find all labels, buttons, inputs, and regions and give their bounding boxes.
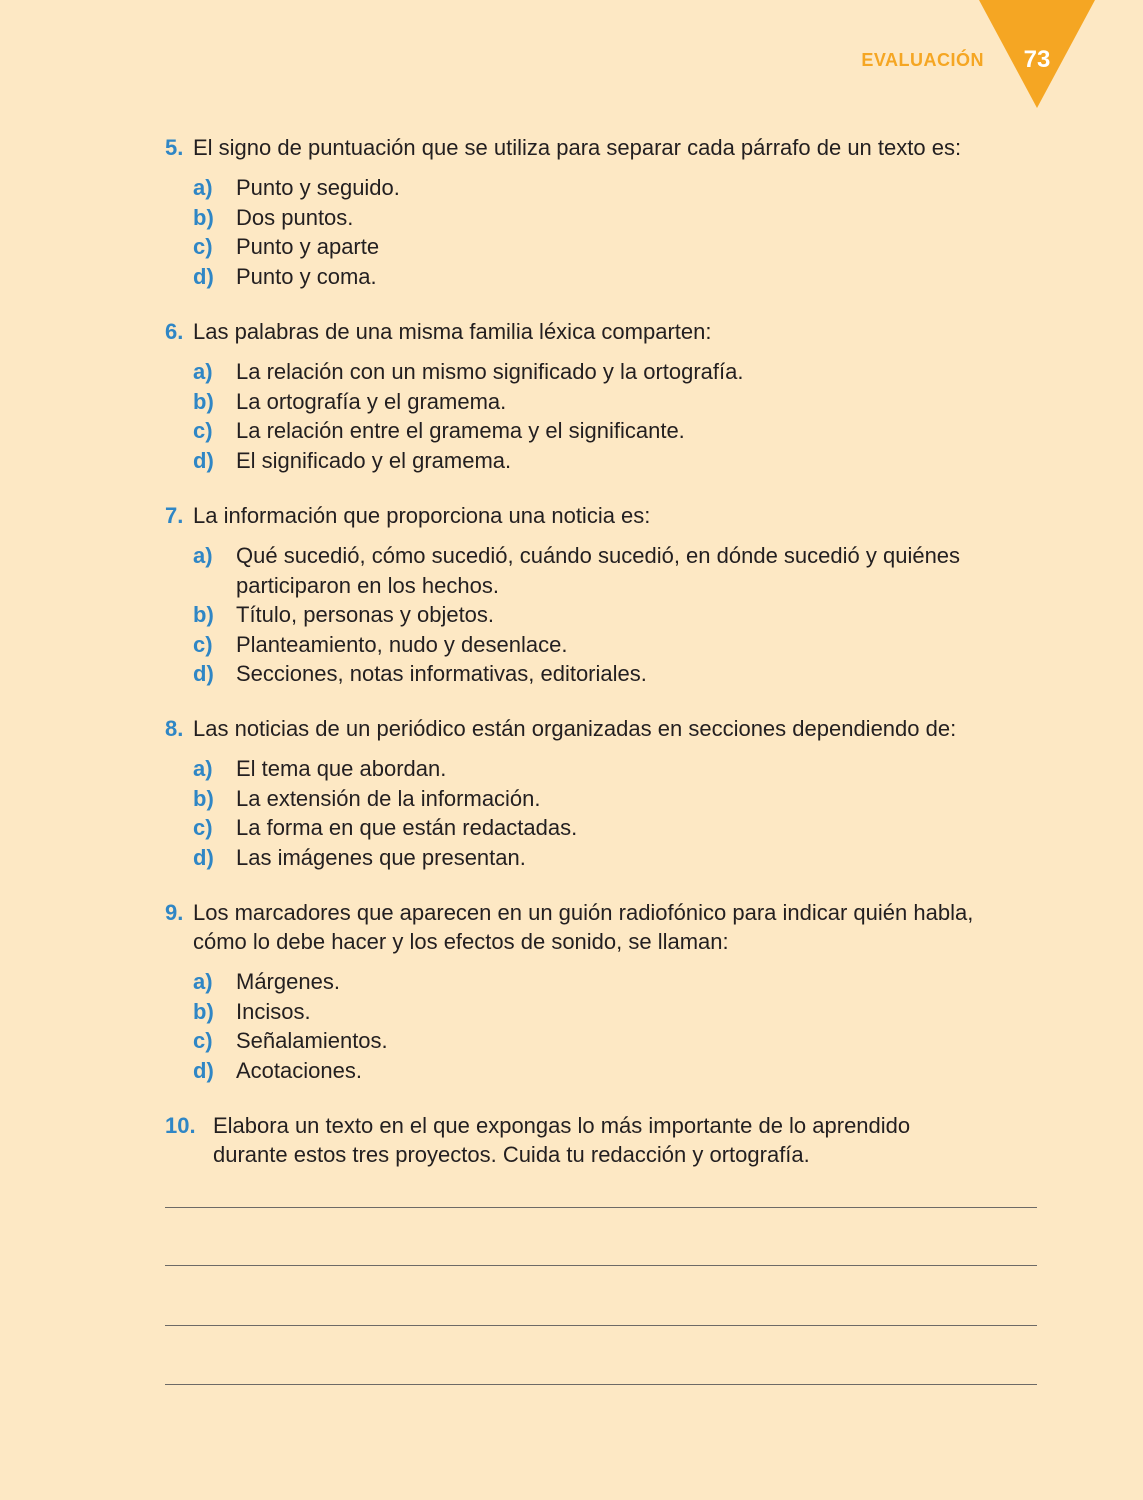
question-prompt — [165, 1111, 983, 1169]
option-text: Señalamientos. — [236, 1028, 388, 1053]
section-label: EVALUACIÓN — [861, 50, 984, 70]
option-text: Punto y aparte — [236, 234, 380, 259]
option-letter: c) — [193, 815, 213, 840]
option-text: El significado y el gramema. — [236, 447, 512, 473]
option-d[interactable] — [193, 446, 1045, 476]
option-c[interactable] — [193, 813, 1045, 843]
option-text: Incisos. — [236, 998, 311, 1024]
option-letter: a) — [193, 969, 213, 994]
option-letter: b) — [193, 602, 214, 627]
option-text: Título, personas y objetos. — [236, 602, 495, 627]
option-text: Dos puntos. — [236, 204, 354, 230]
question-5 — [165, 133, 1045, 291]
option-text: Qué sucedió, cómo sucedió, cuándo sucedió, en dónde sucedió y quiénes participaron en los hechos. — [236, 543, 961, 598]
option-text: La relación entre el gramema y el significante. — [236, 418, 685, 443]
page-number: 73 — [1023, 46, 1051, 73]
option-text: La relación con un mismo significado y la ortografía. — [236, 359, 744, 384]
options-list — [165, 967, 1045, 1085]
question-text: El signo de puntuación que se utiliza para separar cada párrafo de un texto es: — [193, 135, 962, 160]
option-letter: b) — [193, 204, 214, 230]
option-text: Punto y coma. — [236, 263, 377, 289]
option-d[interactable] — [193, 1056, 1045, 1086]
option-text: Acotaciones. — [236, 1057, 362, 1083]
option-letter: a) — [193, 543, 213, 568]
option-text: La forma en que están redactadas. — [236, 815, 578, 840]
question-prompt — [165, 714, 1045, 743]
question-10 — [165, 1111, 1045, 1169]
question-number: 8. — [165, 716, 184, 741]
answer-line[interactable] — [165, 1265, 1037, 1266]
option-letter: a) — [193, 175, 213, 200]
option-letter: c) — [193, 1028, 213, 1053]
option-b[interactable] — [193, 600, 973, 630]
option-d[interactable] — [193, 659, 973, 689]
option-b[interactable] — [193, 997, 1045, 1027]
question-text: La información que proporciona una noticia es: — [193, 503, 651, 528]
question-prompt — [165, 501, 1045, 530]
options-list — [165, 754, 1045, 872]
option-c[interactable] — [193, 1026, 1045, 1056]
question-prompt — [165, 317, 1045, 346]
option-letter: d) — [193, 844, 214, 870]
question-7 — [165, 501, 1045, 689]
option-letter: b) — [193, 998, 214, 1024]
option-text: Márgenes. — [236, 969, 340, 994]
option-text: Planteamiento, nudo y desenlace. — [236, 631, 568, 657]
option-letter: c) — [193, 234, 213, 259]
option-letter: d) — [193, 263, 214, 289]
option-letter: d) — [193, 447, 214, 473]
option-letter: b) — [193, 785, 214, 811]
answer-line[interactable] — [165, 1384, 1037, 1385]
answer-line[interactable] — [165, 1207, 1037, 1208]
options-list — [165, 357, 1045, 475]
question-prompt — [165, 133, 1033, 162]
question-number: 9. — [165, 900, 184, 925]
option-letter: a) — [193, 359, 213, 384]
option-letter: a) — [193, 756, 213, 781]
option-text: La ortografía y el gramema. — [236, 388, 507, 414]
question-6 — [165, 317, 1045, 475]
option-a[interactable] — [193, 754, 1045, 784]
option-text: La extensión de la información. — [236, 785, 541, 811]
option-a[interactable] — [193, 541, 973, 600]
option-letter: c) — [193, 418, 213, 443]
option-text: Punto y seguido. — [236, 175, 400, 200]
answer-line[interactable] — [165, 1325, 1037, 1326]
option-d[interactable] — [193, 843, 1045, 873]
question-text: Elabora un texto en el que expongas lo más importante de lo aprendido durante estos tres proyectos. Cuida tu redacción y ortografía. — [213, 1113, 911, 1167]
option-a[interactable] — [193, 173, 1045, 203]
question-text: Las noticias de un periódico están organizadas en secciones dependiendo de: — [193, 716, 957, 741]
option-c[interactable] — [193, 416, 1045, 446]
option-c[interactable] — [193, 232, 1045, 262]
question-prompt — [165, 898, 1013, 956]
question-number: 7. — [165, 503, 184, 528]
option-b[interactable] — [193, 387, 1045, 417]
option-text: Secciones, notas informativas, editoriales. — [236, 661, 647, 686]
question-text: Los marcadores que aparecen en un guión radiofónico para indicar quién habla, cómo lo debe hacer y los efectos de sonido, se llaman: — [193, 900, 974, 954]
question-number: 5. — [165, 135, 184, 160]
option-c[interactable] — [193, 630, 973, 660]
option-d[interactable] — [193, 262, 1045, 292]
question-9 — [165, 898, 1045, 1085]
question-8 — [165, 714, 1045, 872]
options-list — [165, 541, 973, 689]
option-b[interactable] — [193, 203, 1045, 233]
question-number: 6. — [165, 319, 184, 344]
option-letter: d) — [193, 661, 214, 686]
option-text: El tema que abordan. — [236, 756, 447, 781]
option-a[interactable] — [193, 357, 1045, 387]
question-number: 10. — [165, 1113, 196, 1138]
option-letter: c) — [193, 631, 213, 657]
option-letter: d) — [193, 1057, 214, 1083]
option-a[interactable] — [193, 967, 1045, 997]
options-list — [165, 173, 1045, 291]
option-letter: b) — [193, 388, 214, 414]
option-text: Las imágenes que presentan. — [236, 844, 526, 870]
question-text: Las palabras de una misma familia léxica comparten: — [193, 319, 712, 344]
option-b[interactable] — [193, 784, 1045, 814]
